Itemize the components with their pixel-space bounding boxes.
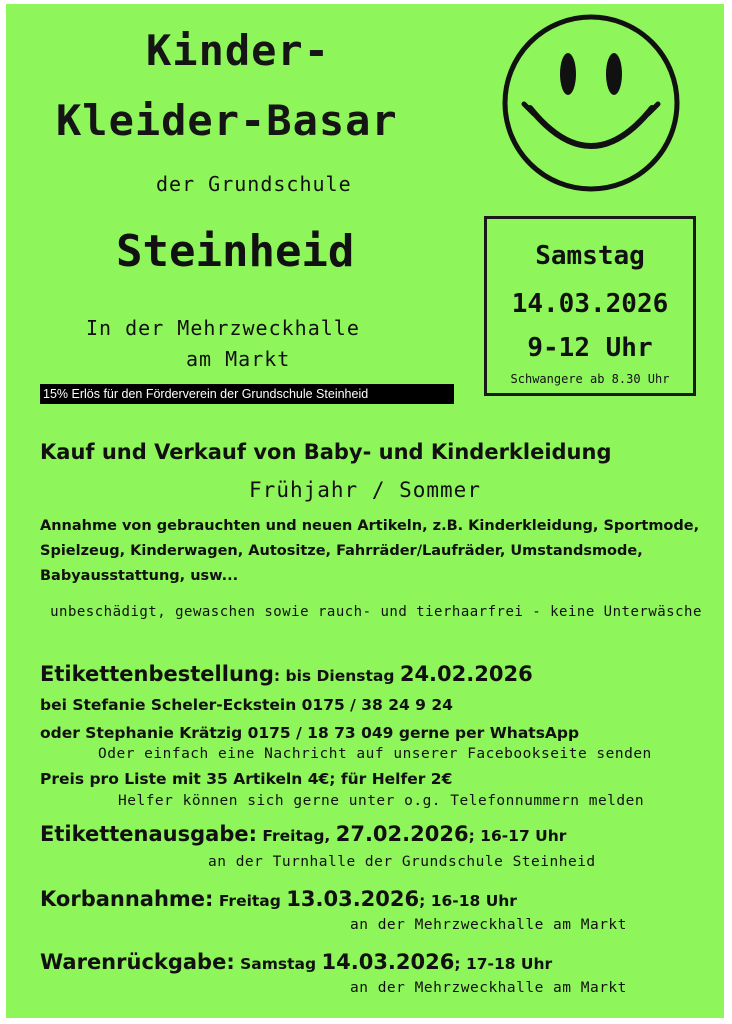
label-pickup-label: Etikettenausgabe:: [40, 822, 257, 846]
title-line2: Kleider-Basar: [56, 96, 398, 145]
venue-line2: am Markt: [186, 347, 291, 371]
label-order-heading: [40, 662, 533, 686]
donation-banner: 15% Erlös für den Förderverein der Grundschule Steinheid: [40, 384, 454, 404]
contact-line1: bei Stefanie Scheler-Eckstein 0175 / 38 24 9 24: [40, 696, 453, 714]
event-note: Schwangere ab 8.30 Uhr: [510, 372, 670, 386]
goods-return-date: 14.03.2026: [321, 950, 455, 974]
item-condition: unbeschädigt, gewaschen sowie rauch- und tierhaarfrei - keine Unterwäsche: [50, 604, 702, 620]
label-pickup-date: 27.02.2026: [335, 822, 469, 846]
label-pickup-day: Freitag,: [257, 827, 336, 845]
goods-return-heading: [40, 950, 552, 974]
label-pickup-place: an der Turnhalle der Grundschule Steinheid: [208, 854, 596, 870]
event-date-box: [484, 216, 696, 396]
label-pickup-heading: [40, 822, 566, 846]
basket-intake-time: ; 16-18 Uhr: [419, 892, 517, 910]
title-line1: Kinder-: [146, 26, 331, 75]
goods-return-day: Samstag: [234, 955, 322, 973]
facebook-note: Oder einfach eine Nachricht auf unserer Facebookseite senden: [98, 746, 652, 762]
event-time: 9-12 Uhr: [527, 333, 653, 363]
subtitle: der Grundschule: [156, 172, 352, 196]
flyer: [6, 4, 724, 1018]
event-date: 14.03.2026: [511, 289, 669, 319]
label-pickup-time: ; 16-17 Uhr: [468, 827, 567, 845]
label-order-date: 24.02.2026: [399, 662, 533, 686]
basket-intake-label: Korbannahme:: [40, 887, 214, 911]
event-day: Samstag: [535, 241, 645, 271]
basket-intake-place: an der Mehrzweckhalle am Markt: [350, 917, 627, 933]
basket-intake-date: 13.03.2026: [286, 887, 420, 911]
intake-description: Annahme von gebrauchten und neuen Artikeln, z.B. Kinderkleidung, Sportmode, Spielzeug, Kinderwagen, Autositze, Fahrräder/Laufräder, Umstandsmode, Babyausstattung, usw...: [40, 518, 700, 584]
city-name: Steinheid: [116, 226, 355, 277]
venue-line1: In der Mehrzweckhalle: [86, 316, 360, 340]
goods-return-place: an der Mehrzweckhalle am Markt: [350, 980, 627, 996]
smiley-face-icon: [500, 12, 682, 194]
goods-return-label: Warenrückgabe:: [40, 950, 235, 974]
basket-intake-day: Freitag: [213, 892, 287, 910]
headline: Kauf und Verkauf von Baby- und Kinderkleidung: [40, 440, 612, 464]
season: Frühjahr / Sommer: [249, 478, 481, 502]
helper-note: Helfer können sich gerne unter o.g. Telefonnummern melden: [118, 793, 645, 809]
basket-intake-heading: [40, 887, 517, 911]
price-line: Preis pro Liste mit 35 Artikeln 4€; für Helfer 2€: [40, 770, 453, 788]
contact-line2: oder Stephanie Krätzig 0175 / 18 73 049 gerne per WhatsApp: [40, 724, 580, 742]
label-order-until: : bis Dienstag: [273, 667, 400, 685]
label-order-label: Etikettenbestellung: [40, 662, 274, 686]
goods-return-time: ; 17-18 Uhr: [454, 955, 553, 973]
